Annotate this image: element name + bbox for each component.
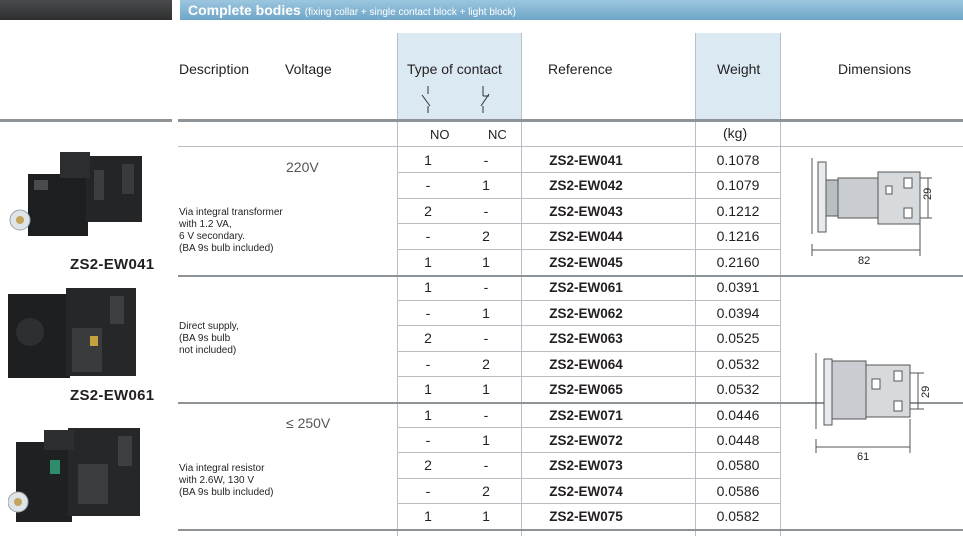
- group-3-voltage: ≤ 250V: [286, 415, 331, 431]
- dimension-drawing-82: [786, 152, 961, 270]
- row-weight: 0.0391: [716, 279, 760, 296]
- product-photo-ew061: [6, 282, 141, 390]
- row-reference: ZS2-EW045: [549, 254, 623, 270]
- header-dimensions: Dimensions: [838, 61, 912, 77]
- row-weight: 0.0582: [716, 508, 760, 525]
- row-reference: ZS2-EW072: [549, 432, 623, 448]
- row-weight: 0.0532: [716, 355, 760, 372]
- row-no-value: -: [425, 228, 431, 245]
- header-no: NO: [430, 127, 450, 142]
- nc-contact-symbol-icon: [473, 84, 493, 114]
- row-nc-value: -: [483, 202, 489, 219]
- row-nc-value: -: [483, 457, 489, 474]
- product-label-ew041: ZS2-EW041: [70, 256, 155, 273]
- section-banner: [180, 0, 963, 20]
- dim-height-2: 29: [920, 385, 932, 398]
- banner-title: Complete bodies: [188, 2, 301, 18]
- dimension-drawing-61: [790, 343, 960, 461]
- row-weight: 0.0580: [716, 457, 760, 474]
- row-weight: 0.2160: [716, 253, 760, 270]
- dim-height-1: 29: [922, 187, 934, 200]
- row-weight: 0.0446: [716, 406, 760, 423]
- group-1-voltage: 220V: [286, 159, 319, 175]
- product-label-ew061: ZS2-EW061: [70, 387, 155, 404]
- row-reference: ZS2-EW062: [549, 305, 623, 321]
- row-no-value: 1: [424, 152, 432, 168]
- row-nc-value: 2: [482, 355, 490, 372]
- row-reference: ZS2-EW042: [549, 178, 623, 194]
- row-nc-value: 1: [482, 381, 490, 398]
- row-weight: 0.1079: [716, 177, 760, 194]
- row-weight: 0.0532: [716, 381, 760, 398]
- row-nc-value: -: [483, 279, 489, 296]
- header-contact-type: Type of contact: [407, 61, 502, 77]
- row-reference: ZS2-EW073: [549, 458, 623, 474]
- row-no-value: 2: [424, 457, 432, 474]
- row-weight: 0.1212: [716, 202, 760, 219]
- row-weight: 0.0448: [716, 431, 760, 448]
- no-contact-symbol-icon: [418, 84, 438, 114]
- group-3-description: Via integral resistor with 2.6W, 130 V (BA 9s bulb included): [179, 463, 274, 498]
- row-no-value: -: [425, 431, 431, 448]
- header-weight-unit: (kg): [723, 125, 748, 141]
- row-reference: ZS2-EW063: [549, 331, 623, 347]
- banner-subtitle: (fixing collar + single contact block + light block): [304, 7, 517, 18]
- header-description: Description: [179, 61, 250, 77]
- row-nc-value: 1: [482, 304, 490, 321]
- row-no-value: 2: [424, 330, 432, 347]
- row-weight: 0.0586: [716, 482, 760, 499]
- row-reference: ZS2-EW044: [549, 229, 623, 245]
- row-no-value: -: [425, 304, 431, 321]
- product-photo-ew071: [8, 420, 144, 534]
- row-reference: ZS2-EW061: [549, 280, 623, 296]
- row-weight: 0.0525: [716, 330, 760, 347]
- row-weight: 0.1078: [716, 152, 760, 168]
- row-weight: 0.1216: [716, 228, 760, 245]
- row-nc-value: -: [483, 406, 489, 423]
- row-no-value: -: [425, 482, 431, 499]
- row-reference: ZS2-EW071: [549, 407, 623, 423]
- header-nc: NC: [488, 127, 507, 142]
- row-reference: ZS2-EW065: [549, 382, 623, 398]
- row-no-value: 1: [424, 406, 432, 423]
- product-photo-ew041: [8, 148, 148, 256]
- group-1-description: Via integral transformer with 1.2 VA, 6 V secondary. (BA 9s bulb included): [179, 207, 283, 254]
- row-no-value: 2: [424, 202, 432, 219]
- row-no-value: 1: [424, 508, 432, 525]
- row-reference: ZS2-EW041: [549, 153, 623, 168]
- row-reference: ZS2-EW075: [549, 509, 623, 525]
- top-dark-strip: [0, 0, 172, 20]
- row-no-value: 1: [424, 253, 432, 270]
- header-reference: Reference: [548, 61, 613, 77]
- row-nc-value: 2: [482, 482, 490, 499]
- row-no-value: -: [425, 177, 431, 194]
- header-weight: Weight: [717, 61, 761, 77]
- row-reference: ZS2-EW064: [549, 356, 623, 372]
- group-2-description: Direct supply, (BA 9s bulb not included): [179, 321, 239, 356]
- dim-width-2: 61: [857, 451, 870, 463]
- dim-width-1: 82: [858, 255, 871, 267]
- row-reference: ZS2-EW043: [549, 203, 623, 219]
- row-nc-value: 2: [482, 228, 490, 245]
- row-reference: ZS2-EW074: [549, 483, 623, 499]
- row-no-value: 1: [424, 381, 432, 398]
- row-nc-value: 1: [482, 508, 490, 525]
- row-nc-value: -: [483, 330, 489, 347]
- row-weight: 0.0394: [716, 304, 760, 321]
- header-voltage: Voltage: [285, 61, 332, 77]
- row-nc-value: 1: [482, 177, 490, 194]
- row-no-value: 1: [424, 279, 432, 296]
- row-nc-value: 1: [482, 431, 490, 448]
- row-nc-value: 1: [482, 253, 490, 270]
- row-nc-value: -: [483, 152, 489, 168]
- row-no-value: -: [425, 355, 431, 372]
